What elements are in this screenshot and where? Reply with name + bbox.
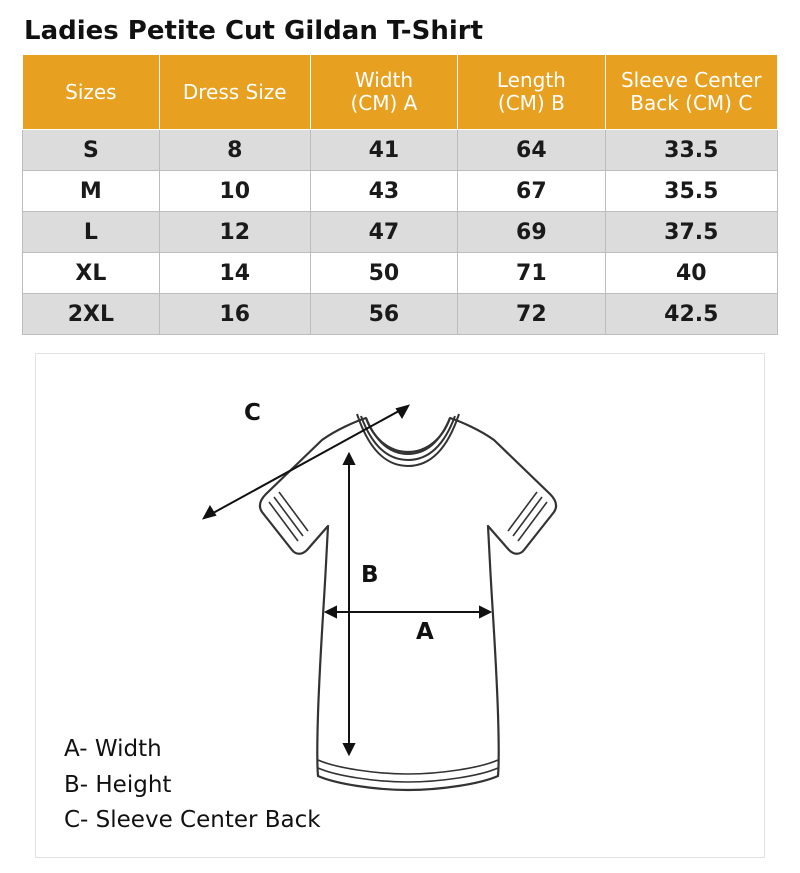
column-header-sizes bbox=[23, 55, 160, 130]
cell-width: 41 bbox=[310, 130, 457, 171]
header-line-1: Sizes bbox=[65, 79, 117, 104]
header-line-1: Length bbox=[496, 68, 566, 92]
table-row bbox=[23, 171, 778, 212]
cell-dress-size: 12 bbox=[159, 212, 310, 253]
table-row bbox=[23, 253, 778, 294]
header-line-1: Sleeve Center bbox=[620, 68, 762, 92]
header-line-2: (CM) B bbox=[497, 91, 565, 115]
table-header bbox=[23, 55, 778, 130]
header-line-1: Dress Size bbox=[182, 79, 287, 104]
cell-sleeve: 42.5 bbox=[605, 294, 777, 335]
table-row bbox=[23, 130, 778, 171]
cell-length: 71 bbox=[458, 253, 605, 294]
label-a: A bbox=[416, 619, 434, 645]
cell-width: 50 bbox=[310, 253, 457, 294]
measurement-diagram bbox=[35, 353, 765, 858]
column-header-width bbox=[310, 55, 457, 130]
cell-length: 64 bbox=[458, 130, 605, 171]
page-title: Ladies Petite Cut Gildan T-Shirt bbox=[24, 16, 483, 46]
diagram-legend bbox=[64, 732, 321, 839]
size-table bbox=[22, 54, 778, 335]
legend-item-a: A- Width bbox=[64, 736, 162, 763]
column-header-dress-size bbox=[159, 55, 310, 130]
cell-length: 72 bbox=[458, 294, 605, 335]
cell-dress-size: 8 bbox=[159, 130, 310, 171]
cell-sleeve: 35.5 bbox=[605, 171, 777, 212]
column-header-sleeve-center-back bbox=[605, 55, 777, 130]
cell-width: 56 bbox=[310, 294, 457, 335]
table-row bbox=[23, 212, 778, 253]
cell-width: 43 bbox=[310, 171, 457, 212]
cell-size: 2XL bbox=[23, 294, 160, 335]
column-header-length bbox=[458, 55, 605, 130]
cell-size: L bbox=[23, 212, 160, 253]
cell-size: S bbox=[23, 130, 160, 171]
table-body bbox=[23, 130, 778, 335]
header-line-1: Width bbox=[354, 68, 413, 92]
cell-size: XL bbox=[23, 253, 160, 294]
cell-length: 67 bbox=[458, 171, 605, 212]
label-b: B bbox=[361, 562, 379, 588]
header-line-2: (CM) A bbox=[350, 91, 418, 115]
cell-sleeve: 33.5 bbox=[605, 130, 777, 171]
cell-sleeve: 37.5 bbox=[605, 212, 777, 253]
cell-dress-size: 10 bbox=[159, 171, 310, 212]
legend-item-c: C- Sleeve Center Back bbox=[64, 807, 321, 834]
cell-dress-size: 16 bbox=[159, 294, 310, 335]
size-chart-page bbox=[0, 16, 800, 873]
cell-length: 69 bbox=[458, 212, 605, 253]
cell-sleeve: 40 bbox=[605, 253, 777, 294]
label-c: C bbox=[244, 400, 261, 426]
cell-dress-size: 14 bbox=[159, 253, 310, 294]
cell-width: 47 bbox=[310, 212, 457, 253]
header-line-2: Back (CM) C bbox=[630, 91, 753, 115]
table-header-row bbox=[23, 55, 778, 130]
legend-item-b: B- Height bbox=[64, 771, 172, 798]
cell-size: M bbox=[23, 171, 160, 212]
table-row bbox=[23, 294, 778, 335]
